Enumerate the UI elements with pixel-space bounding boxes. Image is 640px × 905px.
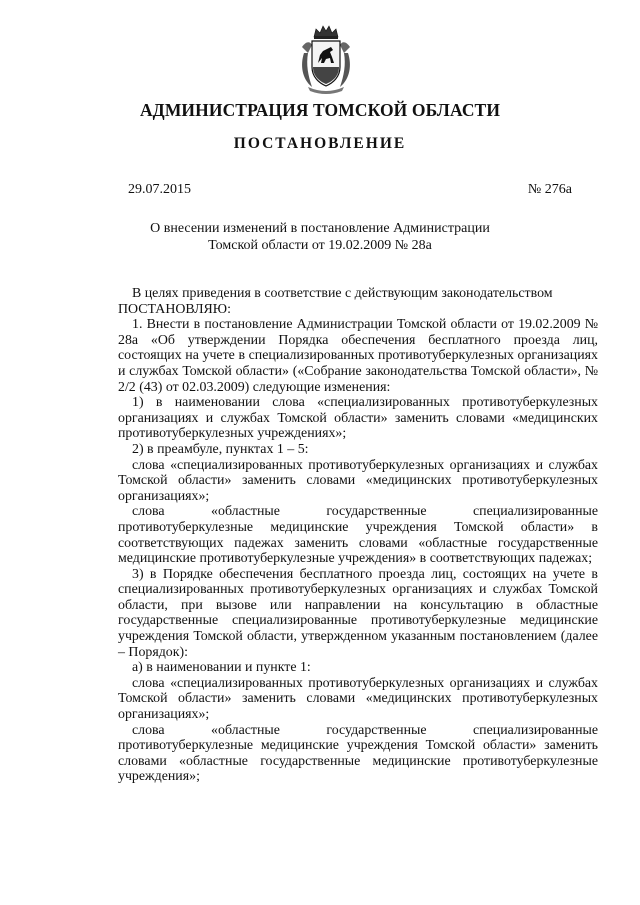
body-paragraph: В целях приведения в соответствие с действующим законодательством (132, 286, 553, 301)
document-subject (0, 220, 640, 254)
document-type-heading: ПОСТАНОВЛЕНИЕ (233, 135, 407, 152)
body-paragraph: слова «областные государственные специализированные противотуберкулезные медицинские учреждения Томской области» заменить словами «областные государственные медицинские противотуберкулезные учреждения»; (118, 722, 598, 785)
body-paragraph-decree: ПОСТАНОВЛЯЮ: (118, 301, 231, 317)
document-number: № 276а (527, 182, 572, 197)
body-paragraph: 1. Внести в постановление Администрации Томской области от 19.02.2009 № 28а «Об утверждении Порядка обеспечения бесплатного проезда лиц, состоящих на учете в специализированных противотуберкулезных организациях и службах Томской области» («Собрание законодательства Томской области», № 2/2 (43) от 02.03.2009) следующие изменения: (118, 317, 598, 395)
body-paragraph: а) в наименовании и пункте 1: (132, 660, 311, 676)
body-paragraph: слова «специализированных противотуберкулезных организациях и службах Томской области» заменить словами «медицинских противотуберкулезных организациях»; (118, 675, 598, 723)
body-paragraph: слова «областные государственные специализированные противотуберкулезные медицинские учреждения Томской области» в соответствующих падежах заменить словами «областные государственные медицинские противотуберкулезные учреждения» в соответствующих падежах; (118, 504, 598, 567)
document-body (118, 286, 598, 785)
subject-line: Томской области от 19.02.2009 № 28а (208, 238, 432, 253)
coat-of-arms-icon (296, 23, 356, 95)
body-paragraph: 3) в Порядке обеспечения бесплатного проезда лиц, состоящих на учете в специализированных противотуберкулезных организациях и службах Томской области, при вызове или направлении на консультацию в областные государственные специализированные противотуберкулезные медицинские учреждения Томской области, утвержденном указанным постановлением (далее – Порядок): (118, 566, 598, 660)
body-paragraph: 1) в наименовании слова «специализированных противотуберкулезных организациях и службах Томской области» заменить словами «медицинских противотуберкулезных учреждениях»; (118, 395, 598, 442)
organization-title: АДМИНИСТРАЦИЯ ТОМСКОЙ ОБЛАСТИ (139, 100, 501, 120)
body-paragraph: 2) в преамбуле, пунктах 1 – 5: (132, 441, 309, 457)
subject-line: О внесении изменений в постановление Администрации (150, 221, 490, 236)
document-date: 29.07.2015 (128, 182, 191, 197)
body-paragraph: слова «специализированных противотуберкулезных организациях и службах Томской области» заменить словами «медицинских противотуберкулезных организациях»; (118, 457, 598, 504)
